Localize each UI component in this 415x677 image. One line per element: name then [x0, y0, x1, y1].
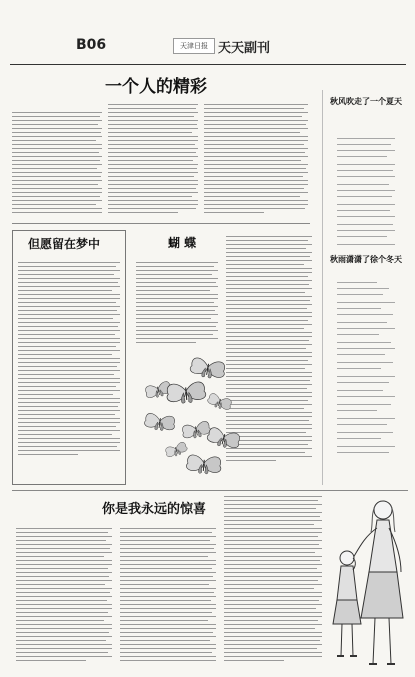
butterfly-article-column-1 [136, 262, 220, 346]
dream-article-title: 但愿留在梦中 [28, 237, 101, 251]
main-article-column-1 [12, 112, 104, 220]
surprise-article-column-1 [16, 528, 114, 670]
surprise-article-column-2 [120, 528, 218, 670]
page-header [10, 34, 406, 65]
poem1-title: 秋风吹走了一个夏天 [330, 97, 402, 106]
surprise-article-title: 你是我永远的惊喜 [102, 502, 207, 517]
poem2-title: 秋雨潇潇了徐个冬天 [330, 255, 402, 264]
two-girls-illustration [331, 488, 407, 673]
newspaper-logo: 天津日报 [173, 38, 215, 54]
section-divider [12, 223, 310, 224]
page-number: B06 [76, 37, 107, 53]
section-title: 天天副刊 [218, 41, 271, 56]
poetry-sidebar [322, 90, 409, 485]
main-article-title: 一个人的精彩 [105, 77, 207, 97]
main-article-column-2 [108, 104, 200, 220]
dream-article-text [18, 262, 122, 480]
main-article-column-3 [204, 104, 310, 220]
butterfly-illustration [136, 349, 242, 483]
butterfly-article-title: 蝴 蝶 [168, 236, 197, 250]
surprise-article-column-3 [224, 496, 324, 670]
